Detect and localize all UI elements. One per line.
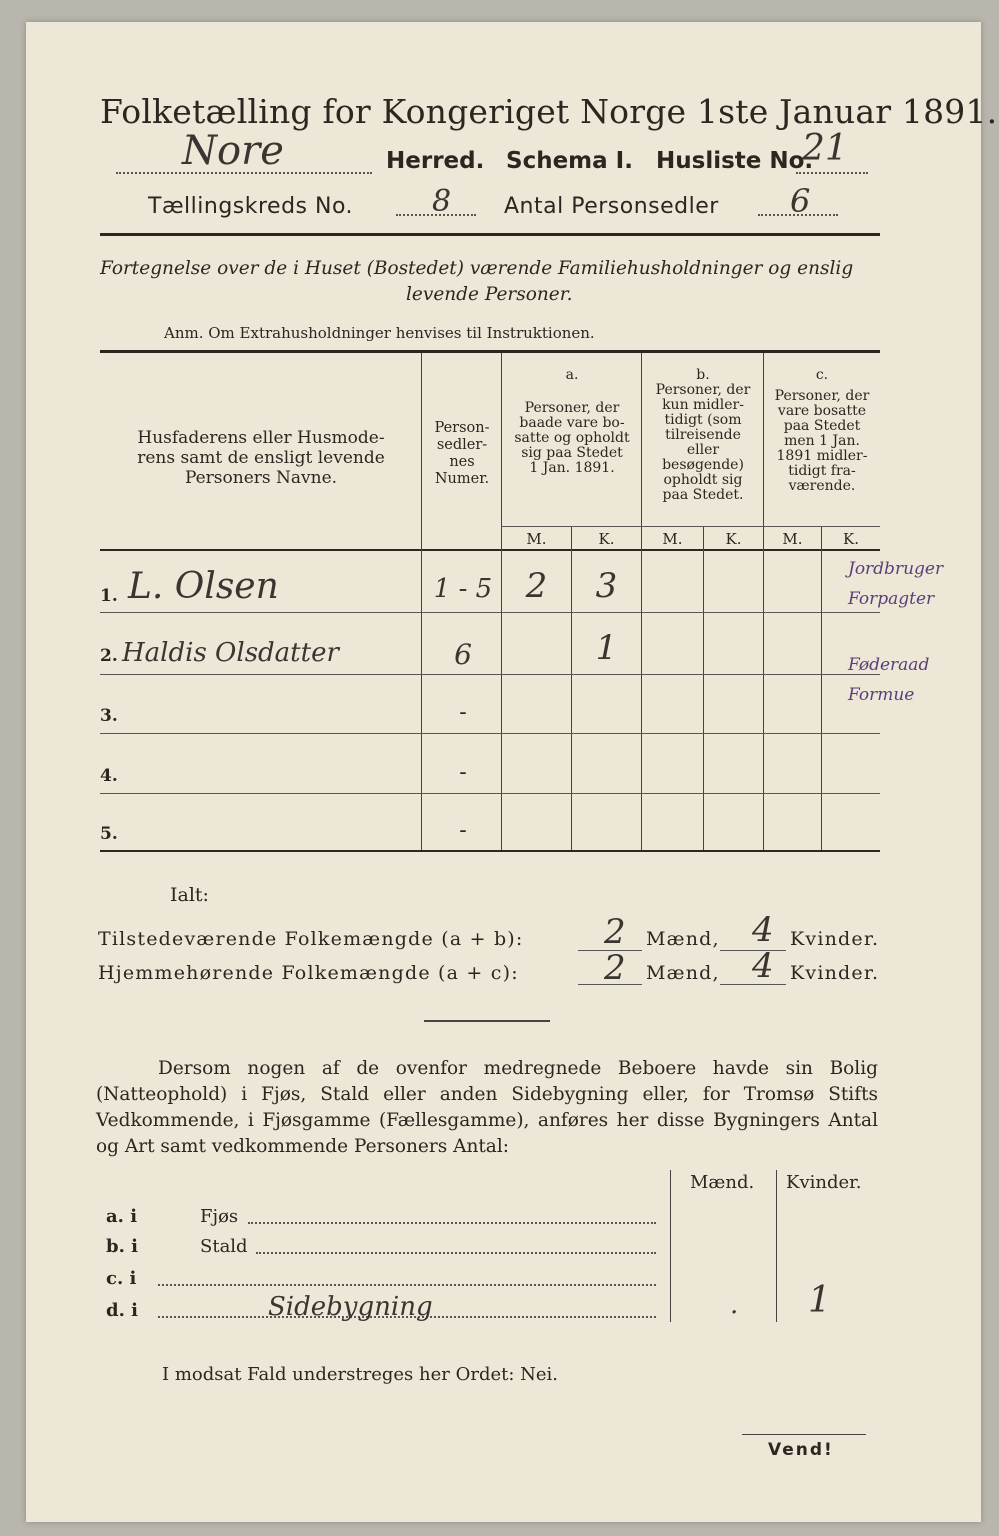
hjemme-label: Hjemmehørende Folkemængde (a + c): [98, 962, 519, 984]
building-row-a-label: Fjøs [200, 1206, 239, 1227]
herred-label: Herred. [386, 148, 485, 174]
col-num-line-3: nes [449, 454, 475, 470]
col-a-line-2: baade vare bo- [519, 415, 625, 431]
row-1-a-k: 3 [595, 566, 618, 606]
tilstede-kvinder: 4 [752, 910, 774, 950]
hjemme-maend: 2 [604, 948, 626, 988]
building-row-a-key: a. i [106, 1206, 138, 1227]
col-b-line-5: eller [686, 442, 720, 458]
mk-subhead-line [501, 526, 880, 527]
building-row-b-dots [256, 1252, 656, 1254]
row-line-1 [100, 612, 880, 613]
building-row-b-label: Stald [200, 1236, 248, 1257]
tilstede-maend: 2 [604, 912, 626, 952]
col-c-header [764, 368, 880, 494]
b-m-label: M. [662, 530, 683, 548]
col-a-header [502, 368, 642, 476]
col-c-letter: c. [815, 367, 829, 383]
building-row-a-dots [248, 1222, 656, 1224]
row-2-a-k: 1 [595, 628, 618, 668]
building-row-d-label: Sidebygning [268, 1292, 433, 1322]
building-row-b-key: b. i [106, 1236, 138, 1257]
row-5-sedler: - [459, 818, 467, 843]
schema-label: Schema I. [506, 148, 633, 174]
ialt-label: Ialt: [170, 884, 209, 906]
personsedler-value: 6 [790, 182, 811, 220]
vend-rule [742, 1434, 866, 1435]
census-form-sheet [26, 22, 981, 1522]
row-4-number: 4. [100, 766, 118, 786]
header-rule [100, 233, 880, 236]
col-b-line-3: tidigt (som [664, 412, 742, 428]
form-title: Folketælling for Kongeriget Norge 1ste Januar 1891. [100, 92, 998, 131]
row-line-2 [100, 674, 880, 675]
col-a-line-1: Personer, der [524, 400, 620, 416]
col-b-line-1: Personer, der [655, 382, 751, 398]
table-vline-7 [821, 526, 822, 850]
row-3-sedler: - [459, 700, 467, 725]
hjemme-kvinder: 4 [752, 946, 774, 986]
buildings-kvinder-head: Kvinder. [786, 1172, 862, 1193]
kreds-label: Tællingskreds No. [148, 194, 354, 219]
modsat-note: I modsat Fald understreges her Ordet: Nei. [162, 1364, 559, 1385]
col-c-line-3: paa Stedet [783, 418, 861, 434]
b-k-label: K. [725, 530, 742, 548]
intro-line-2: levende Personer. [406, 284, 573, 305]
personsedler-label: Antal Personsedler [504, 194, 719, 219]
col-num-line-4: Numer. [434, 471, 490, 487]
intro-line-1: Fortegnelse over de i Huset (Bostedet) værende Familiehusholdninger og enslig [100, 258, 854, 279]
col-a-line-3: satte og opholdt [514, 430, 630, 446]
row-2-number: 2. [100, 646, 118, 666]
section-divider [424, 1020, 550, 1022]
kreds-value: 8 [432, 184, 452, 219]
col-c-line-5: 1891 midler- [776, 448, 868, 464]
col-b-line-6: besøgende) [662, 457, 744, 473]
table-vline-6 [703, 526, 704, 850]
a-m-label: M. [526, 530, 547, 548]
building-row-c-key: c. i [106, 1268, 137, 1289]
row-5-number: 5. [100, 824, 118, 844]
tilstede-maend-word: Mænd, [646, 928, 720, 950]
col-b-header [642, 368, 764, 503]
col-b-line-7: opholdt sig [663, 472, 743, 488]
row-1-note: Jordbruger Forpagter [848, 559, 944, 609]
tilstede-label: Tilstedeværende Folkemængde (a + b): [98, 928, 524, 950]
vend-label: Vend! [768, 1440, 834, 1460]
row-2-note: Føderaad Formue [848, 655, 930, 705]
building-row-d-kvinder: 1 [808, 1280, 831, 1321]
row-1-number: 1. [100, 586, 118, 606]
row-1-name: L. Olsen [128, 566, 279, 607]
hjemme-kvinder-word: Kvinder. [790, 962, 880, 984]
row-2-name: Haldis Olsdatter [122, 638, 339, 668]
col-name-line-2: rens samt de ensligt levende [137, 448, 385, 468]
buildings-maend-head: Mænd. [690, 1172, 755, 1193]
row-2-sedler: 6 [454, 638, 472, 671]
col-name-line-3: Personers Navne. [184, 468, 338, 488]
hjemme-maend-word: Mænd, [646, 962, 720, 984]
col-a-line-4: sig paa Stedet [521, 445, 623, 461]
col-name-header [104, 428, 418, 488]
row-line-4 [100, 793, 880, 794]
row-4-sedler: - [459, 760, 467, 785]
a-k-label: K. [598, 530, 615, 548]
col-c-line-1: Personer, der [774, 388, 870, 404]
anm-note: Anm. Om Extrahusholdninger henvises til Instruktionen. [164, 324, 595, 342]
col-b-line-2: kun midler- [662, 397, 744, 413]
col-c-line-6: tidigt fra- [788, 463, 856, 479]
col-c-line-7: værende. [788, 478, 856, 494]
husliste-label: Husliste No. [656, 148, 814, 174]
col-c-line-4: men 1 Jan. [784, 433, 860, 449]
col-a-line-5: 1 Jan. 1891. [529, 460, 615, 476]
buildings-vline-2 [776, 1170, 777, 1322]
husliste-value: 21 [802, 128, 848, 169]
col-num-header [422, 420, 502, 488]
col-b-line-8: paa Stedet. [662, 487, 744, 503]
col-a-letter: a. [565, 367, 579, 383]
col-num-line-2: sedler- [436, 437, 488, 453]
herred-value: Nore [182, 128, 284, 174]
building-row-d-maend: . [730, 1290, 739, 1320]
table-bottom-rule [100, 850, 880, 852]
col-num-line-1: Person- [434, 420, 490, 436]
row-1-sedler: 1 - 5 [433, 574, 493, 604]
building-row-c-dots [158, 1284, 656, 1286]
buildings-vline-1 [670, 1170, 671, 1322]
husliste-dotted-line [796, 172, 868, 174]
col-b-letter: b. [696, 367, 710, 383]
row-line-3 [100, 733, 880, 734]
c-k-label: K. [843, 530, 859, 548]
tilstede-kvinder-word: Kvinder. [790, 928, 880, 950]
row-1-a-m: 2 [525, 566, 548, 606]
col-name-line-1: Husfaderens eller Husmode- [137, 428, 385, 448]
row-3-number: 3. [100, 706, 118, 726]
col-b-line-4: tilreisende [665, 427, 741, 443]
buildings-paragraph: Dersom nogen af de ovenfor medregnede Beboere havde sin Bolig (Natteophold) i Fjøs, Stald eller anden Sidebygning eller, for Tromsø Stifts Vedkommende, i Fjøsgamme (Fællesgamme), anføres her disse Bygningers Antal og Art samt vedkommende Personers Antal: [96, 1058, 878, 1157]
c-m-label: M. [782, 530, 803, 548]
col-c-line-2: vare bosatte [777, 403, 867, 419]
building-row-d-key: d. i [106, 1300, 138, 1321]
